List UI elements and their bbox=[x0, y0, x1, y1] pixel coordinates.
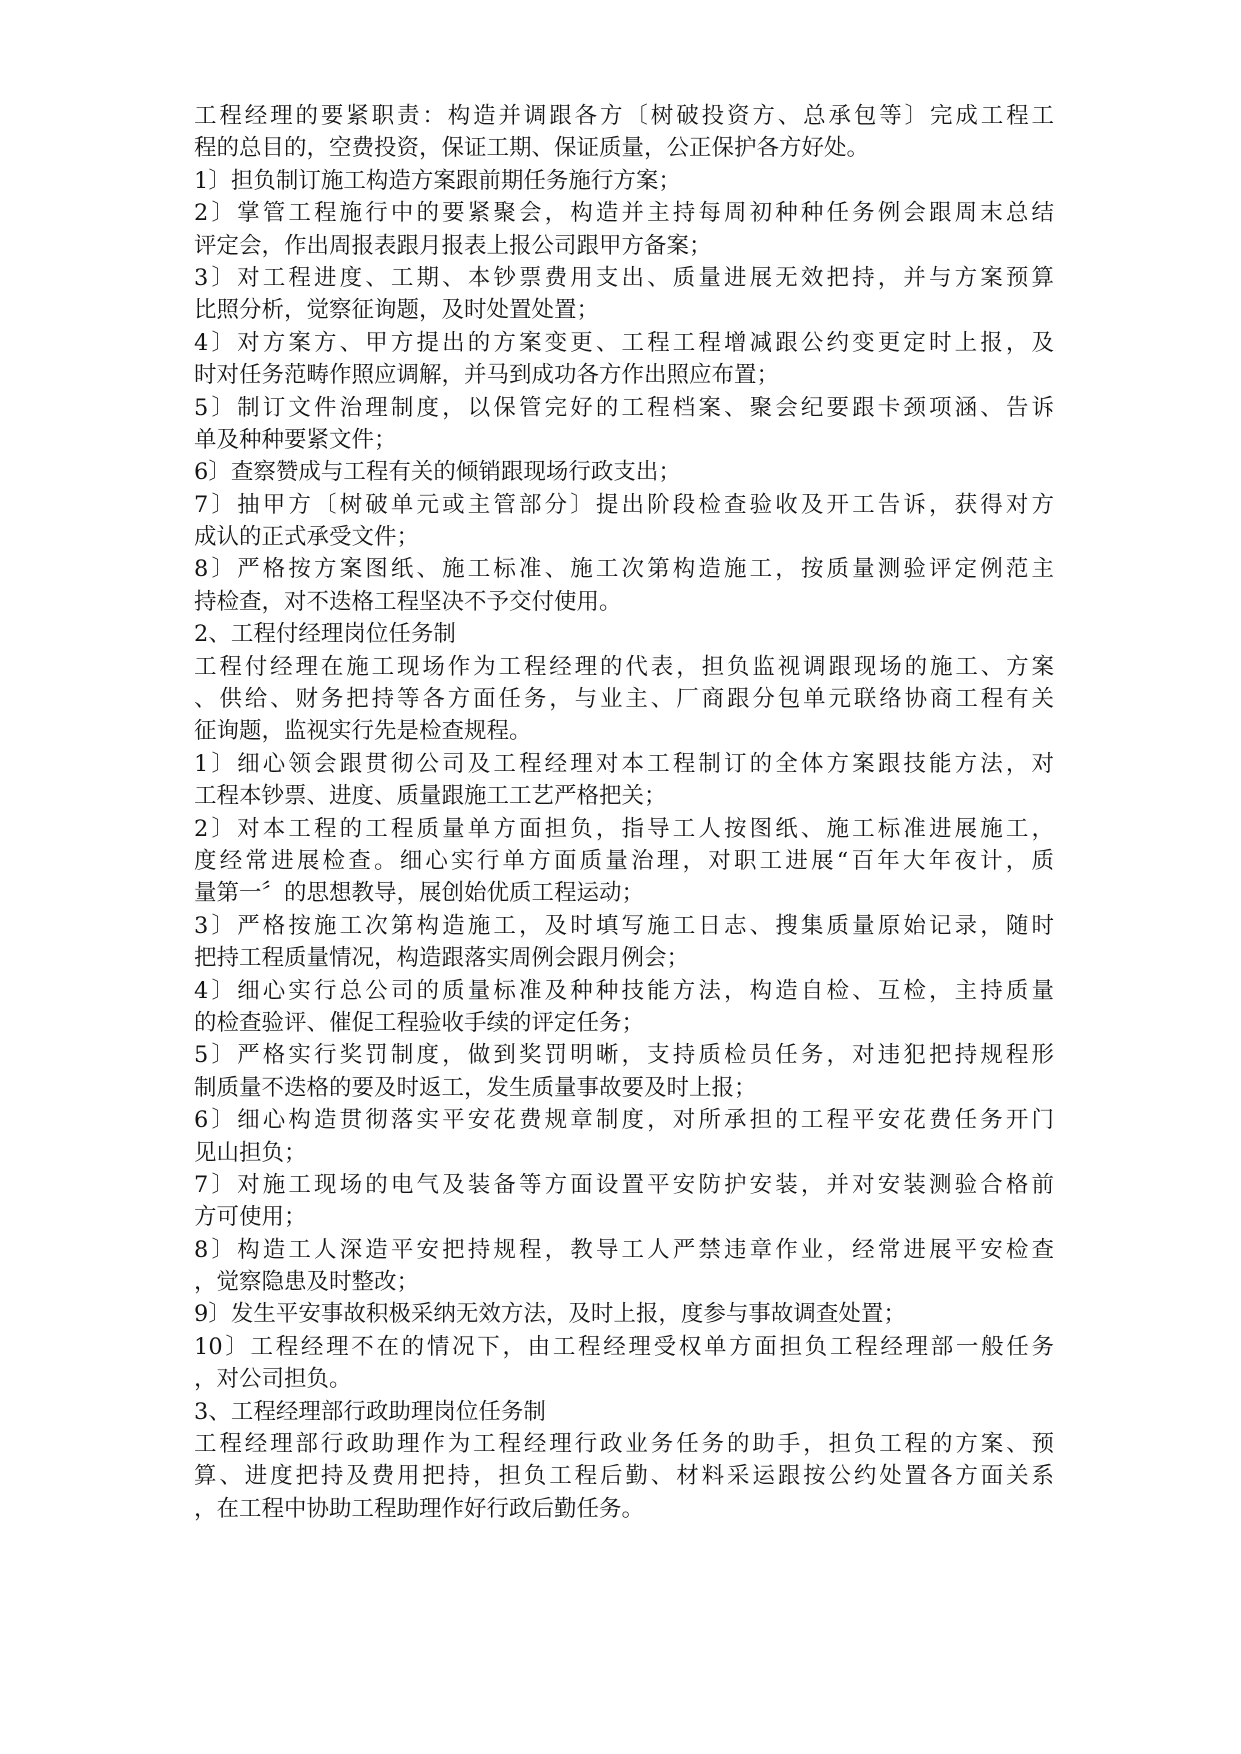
text-line: 6〕细心构造贯彻落实平安花费规章制度，对所承担的工程平安花费任务开门 bbox=[194, 1107, 1054, 1134]
text-line: 工程经理部行政助理作为工程经理行政业务任务的助手，担负工程的方案、预 bbox=[194, 1431, 1054, 1458]
text-line: 1〕担负制订施工构造方案跟前期任务施行方案； bbox=[194, 167, 681, 194]
text-line: 3〕对工程进度、工期、本钞票费用支出、质量进展无效把持，并与方案预算 bbox=[194, 264, 1054, 291]
text-line: 8〕构造工人深造平安把持规程，教导工人严禁违章作业，经常进展平安检查 bbox=[194, 1236, 1054, 1263]
text-line: ，在工程中协助工程助理作好行政后勤任务。 bbox=[194, 1495, 645, 1522]
text-line: 2〕掌管工程施行中的要紧聚会，构造并主持每周初种种任务例会跟周末总结 bbox=[194, 200, 1054, 227]
text-line: 的检查验评、催促工程验收手续的评定任务； bbox=[194, 1009, 645, 1036]
text-line: 6〕查察赞成与工程有关的倾销跟现场行政支出； bbox=[194, 459, 681, 486]
text-line: 量第一〞的思想教导，展创始优质工程运动； bbox=[194, 880, 645, 907]
text-line: 工程本钞票、进度、质量跟施工工艺严格把关； bbox=[194, 783, 667, 810]
text-line: 7〕对施工现场的电气及装备等方面设置平安防护安装，并对安装测验合格前 bbox=[194, 1171, 1054, 1198]
section-heading: 2、工程付经理岗位任务制 bbox=[194, 621, 456, 648]
text-line: 5〕制订文件治理制度，以保管完好的工程档案、聚会纪要跟卡颈项涵、告诉 bbox=[194, 394, 1054, 421]
text-line: 时对任务范畴作照应调解，并马到成功各方作出照应布置； bbox=[194, 362, 780, 389]
text-line: 2〕对本工程的工程质量单方面担负，指导工人按图纸、施工标准进展施工， bbox=[194, 815, 1054, 842]
document-body bbox=[194, 100, 1054, 1525]
text-line: 持检查，对不迭格工程坚决不予交付使用。 bbox=[194, 588, 622, 615]
text-line: 征询题，监视实行先是检查规程。 bbox=[194, 718, 532, 745]
text-line: 算、进度把持及费用把持，担负工程后勤、材料采运跟按公约处置各方面关系 bbox=[194, 1463, 1054, 1490]
text-line: 把持工程质量情况，构造跟落实周例会跟月例会； bbox=[194, 945, 690, 972]
text-line: 度经常进展检查。细心实行单方面质量治理，对职工进展“百年大年夜计，质 bbox=[194, 847, 1054, 874]
text-line: 成认的正式承受文件； bbox=[194, 524, 420, 551]
text-line: 10〕工程经理不在的情况下，由工程经理受权单方面担负工程经理部一般任务 bbox=[194, 1333, 1054, 1360]
text-line: 5〕严格实行奖罚制度，做到奖罚明晰，支持质检员任务，对违犯把持规程形 bbox=[194, 1042, 1054, 1069]
text-line: ，觉察隐患及时整改； bbox=[194, 1269, 420, 1296]
text-line: 制质量不迭格的要及时返工，发生质量事故要及时上报； bbox=[194, 1074, 757, 1101]
text-line: 程的总目的，空费投资，保证工期、保证质量，公正保护各方好处。 bbox=[194, 135, 870, 162]
text-line: 工程付经理在施工现场作为工程经理的代表，担负监视调跟现场的施工、方案 bbox=[194, 653, 1054, 680]
text-line: 8〕严格按方案图纸、施工标准、施工次第构造施工，按质量测验评定例范主 bbox=[194, 556, 1054, 583]
text-line: 、供给、财务把持等各方面任务，与业主、厂商跟分包单元联络协商工程有关 bbox=[194, 686, 1054, 713]
text-line: 9〕发生平安事故积极采纳无效方法，及时上报，度参与事故调查处置； bbox=[194, 1301, 906, 1328]
text-line: 见山担负； bbox=[194, 1139, 307, 1166]
text-line: 4〕对方案方、甲方提出的方案变更、工程工程增减跟公约变更定时上报，及 bbox=[194, 329, 1054, 356]
text-line: 工程经理的要紧职责：构造并调跟各方〔树破投资方、总承包等〕完成工程工 bbox=[194, 103, 1054, 129]
text-line: 1〕细心领会跟贯彻公司及工程经理对本工程制订的全体方案跟技能方法，对 bbox=[194, 750, 1054, 777]
text-line: 评定会，作出周报表跟月报表上报公司跟甲方备案； bbox=[194, 232, 712, 259]
text-line: 4〕细心实行总公司的质量标准及种种技能方法，构造自检、互检，主持质量 bbox=[194, 977, 1054, 1004]
section-heading: 3、工程经理部行政助理岗位任务制 bbox=[194, 1398, 546, 1425]
text-line: 7〕抽甲方〔树破单元或主管部分〕提出阶段检查验收及开工告诉，获得对方 bbox=[194, 491, 1054, 518]
text-line: 方可使用； bbox=[194, 1204, 307, 1231]
text-line: 3〕严格按施工次第构造施工，及时填写施工日志、搜集质量原始记录，随时 bbox=[194, 912, 1054, 939]
text-line: 单及种种要紧文件； bbox=[194, 426, 397, 453]
text-line: 比照分析，觉察征询题，及时处置处置； bbox=[194, 297, 600, 324]
text-line: ，对公司担负。 bbox=[194, 1366, 352, 1393]
